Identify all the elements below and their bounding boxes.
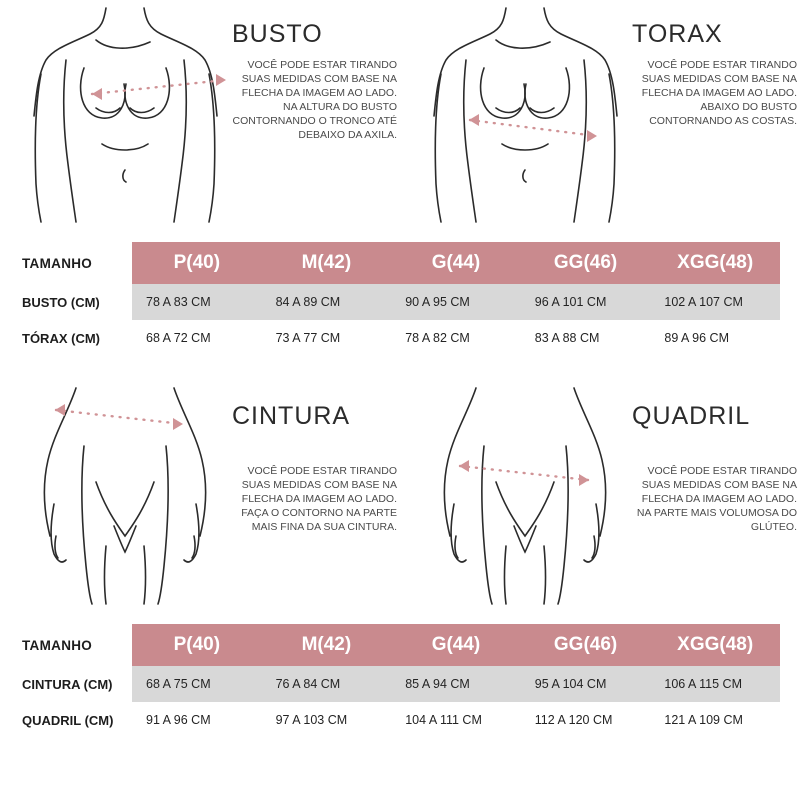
busto-xgg-value: 102 A 107 CM bbox=[650, 284, 780, 320]
size-header-p: P(40) bbox=[132, 242, 262, 284]
table-row bbox=[20, 284, 780, 320]
size-header-xgg: XGG(48) bbox=[650, 242, 780, 284]
size-header-g: G(44) bbox=[391, 624, 521, 666]
figure-caption-torax: VOCÊ PODE ESTAR TIRANDO SUAS MEDIDAS COM BASE NA FLECHA DA IMAGEM AO LADO. ABAIXO DO BUSTO CONTORNANDO AS COSTAS. bbox=[641, 59, 797, 127]
table-row bbox=[20, 666, 780, 702]
table-row bbox=[20, 320, 780, 356]
size-header-gg: GG(46) bbox=[521, 242, 651, 284]
table-header-label: TAMANHO bbox=[20, 624, 132, 666]
torax-m-value: 73 A 77 CM bbox=[262, 320, 392, 356]
figure-caption-quadril: VOCÊ PODE ESTAR TIRANDO SUAS MEDIDAS COM BASE NA FLECHA DA IMAGEM AO LADO. NA PARTE MAIS VOLUMOSA DO GLÚTEO. bbox=[636, 465, 797, 533]
busto-g-value: 90 A 95 CM bbox=[391, 284, 521, 320]
figure-caption-cintura: VOCÊ PODE ESTAR TIRANDO SUAS MEDIDAS COM BASE NA FLECHA DA IMAGEM AO LADO. FAÇA O CONTORNO NA PARTE MAIS FINA DA SUA CINTURA. bbox=[241, 465, 397, 533]
figure-title-torax: TORAX bbox=[632, 20, 723, 48]
size-table-lower bbox=[20, 624, 780, 738]
size-header-m: M(42) bbox=[262, 242, 392, 284]
cintura-xgg-value: 106 A 115 CM bbox=[650, 666, 780, 702]
quadril-g-value: 104 A 111 CM bbox=[391, 702, 521, 738]
table-header-row bbox=[20, 624, 780, 666]
row-label-busto: BUSTO (CM) bbox=[20, 284, 132, 320]
row-label-quadril: QUADRIL (CM) bbox=[20, 702, 132, 738]
busto-m-value: 84 A 89 CM bbox=[262, 284, 392, 320]
quadril-m-value: 97 A 103 CM bbox=[262, 702, 392, 738]
figure-title-busto: BUSTO bbox=[232, 20, 323, 48]
torax-xgg-value: 89 A 96 CM bbox=[650, 320, 780, 356]
cintura-g-value: 85 A 94 CM bbox=[391, 666, 521, 702]
quadril-gg-value: 112 A 120 CM bbox=[521, 702, 651, 738]
torso-front-chest-icon bbox=[410, 4, 640, 224]
cintura-gg-value: 95 A 104 CM bbox=[521, 666, 651, 702]
size-header-p: P(40) bbox=[132, 624, 262, 666]
busto-p-value: 78 A 83 CM bbox=[132, 284, 262, 320]
quadril-p-value: 91 A 96 CM bbox=[132, 702, 262, 738]
torax-p-value: 68 A 72 CM bbox=[132, 320, 262, 356]
size-header-gg: GG(46) bbox=[521, 624, 651, 666]
table-header-row bbox=[20, 242, 780, 284]
size-header-g: G(44) bbox=[391, 242, 521, 284]
figure-panel-quadril bbox=[400, 382, 800, 610]
quadril-xgg-value: 121 A 109 CM bbox=[650, 702, 780, 738]
torax-g-value: 78 A 82 CM bbox=[391, 320, 521, 356]
row-label-torax: TÓRAX (CM) bbox=[20, 320, 132, 356]
size-header-xgg: XGG(48) bbox=[650, 624, 780, 666]
hips-front-waist-icon bbox=[10, 386, 240, 606]
size-header-m: M(42) bbox=[262, 624, 392, 666]
figure-panel-busto bbox=[0, 0, 400, 228]
row-label-cintura: CINTURA (CM) bbox=[20, 666, 132, 702]
figure-row-upper bbox=[0, 0, 800, 228]
busto-gg-value: 96 A 101 CM bbox=[521, 284, 651, 320]
cintura-p-value: 68 A 75 CM bbox=[132, 666, 262, 702]
cintura-m-value: 76 A 84 CM bbox=[262, 666, 392, 702]
table-row bbox=[20, 702, 780, 738]
figure-caption-busto: VOCÊ PODE ESTAR TIRANDO SUAS MEDIDAS COM BASE NA FLECHA DA IMAGEM AO LADO. NA ALTURA DO BUSTO CONTORNANDO O TRONCO ATÉ DEBAIXO DA AXILA. bbox=[232, 59, 397, 141]
torax-gg-value: 83 A 88 CM bbox=[521, 320, 651, 356]
table-header-label: TAMANHO bbox=[20, 242, 132, 284]
figure-title-quadril: QUADRIL bbox=[632, 402, 751, 430]
torso-front-bust-icon bbox=[10, 4, 240, 224]
figure-row-lower bbox=[0, 382, 800, 610]
size-table-upper bbox=[20, 242, 780, 356]
figure-title-cintura: CINTURA bbox=[232, 402, 351, 430]
figure-panel-torax bbox=[400, 0, 800, 228]
figure-panel-cintura bbox=[0, 382, 400, 610]
hips-front-hip-icon bbox=[410, 386, 640, 606]
